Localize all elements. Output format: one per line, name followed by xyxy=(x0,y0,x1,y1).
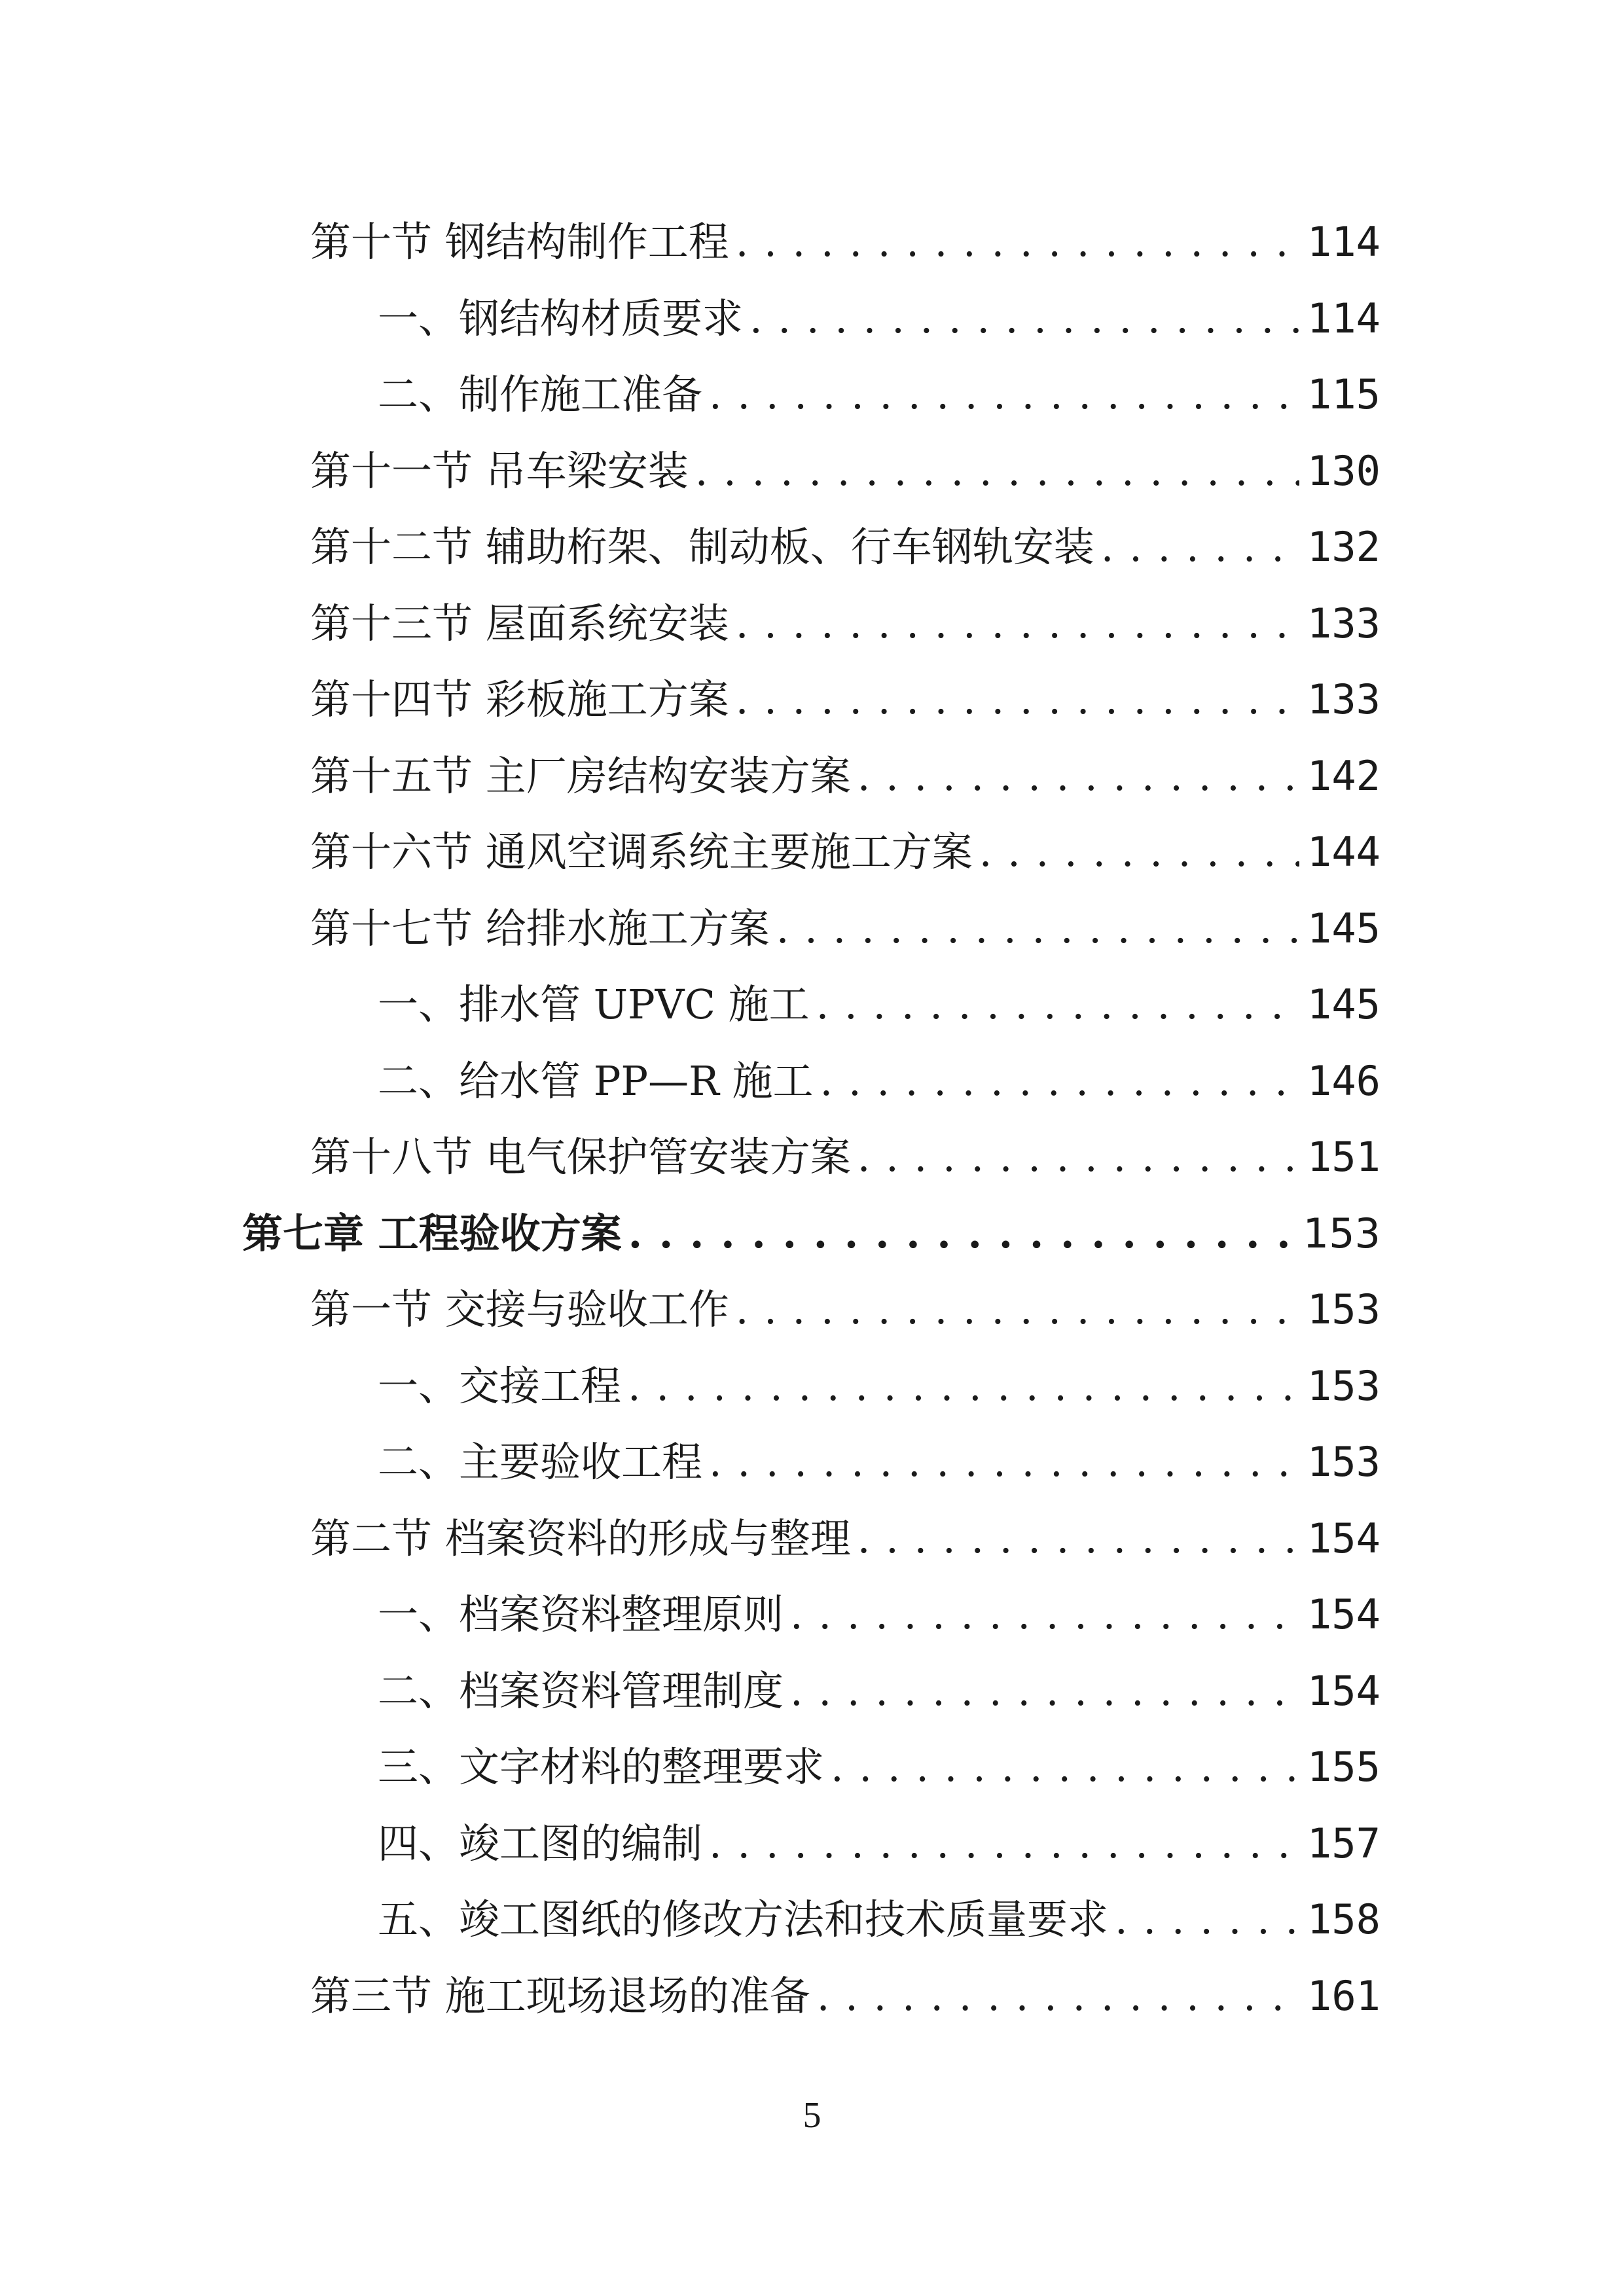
toc-entry-page: 157 xyxy=(1307,1819,1380,1867)
toc-subsection-entry xyxy=(378,1659,1380,1724)
toc-section-entry xyxy=(310,819,1380,885)
toc-entry-page: 132 xyxy=(1307,523,1380,571)
toc-entry-page: 153 xyxy=(1307,1438,1380,1486)
toc-entry-title: 第七章 工程验收方案 xyxy=(242,1209,622,1257)
toc-entry-title: 二、档案资料管理制度 xyxy=(378,1666,784,1715)
toc-dot-leader xyxy=(790,1659,1299,1724)
toc-entry-title: 第十四节 彩板施工方案 xyxy=(310,675,729,723)
toc-entry-title: 第十六节 通风空调系统主要施工方案 xyxy=(310,828,973,876)
toc-subsection-entry xyxy=(378,362,1380,427)
toc-subsection-entry xyxy=(378,1811,1380,1876)
toc-dot-leader xyxy=(736,591,1299,656)
toc-subsection-entry xyxy=(378,972,1380,1037)
toc-entry-page: 114 xyxy=(1307,294,1380,342)
toc-entry-title: 五、竣工图纸的修改方法和技术质量要求 xyxy=(378,1895,1109,1943)
toc-entry-page: 153 xyxy=(1303,1209,1380,1257)
toc-dot-leader xyxy=(1115,1887,1299,1952)
toc-section-entry xyxy=(310,439,1380,504)
toc-entry-page: 114 xyxy=(1307,218,1380,266)
toc-dot-leader xyxy=(628,1201,1295,1266)
toc-entry-page: 155 xyxy=(1307,1743,1380,1791)
toc-entry-title: 三、文字材料的整理要求 xyxy=(378,1743,825,1791)
toc-entry-page: 161 xyxy=(1307,1971,1380,2020)
toc-subsection-entry xyxy=(378,1887,1380,1952)
toc-entry-title: 一、档案资料整理原则 xyxy=(378,1590,784,1638)
toc-dot-leader xyxy=(736,667,1299,732)
toc-entry-page: 154 xyxy=(1307,1514,1380,1562)
toc-entry-title: 一、交接工程 xyxy=(378,1361,622,1410)
toc-entry-page: 145 xyxy=(1307,980,1380,1028)
toc-entry-title: 第十二节 辅助桁架、制动板、行车钢轨安装 xyxy=(310,523,1094,571)
toc-section-entry xyxy=(310,1277,1380,1342)
toc-entry-page: 145 xyxy=(1307,904,1380,952)
toc-entry-page: 115 xyxy=(1307,370,1380,418)
toc-subsection-entry xyxy=(378,1734,1380,1800)
toc-subsection-entry xyxy=(378,1049,1380,1114)
toc-entry-title: 第十节 钢结构制作工程 xyxy=(310,218,729,266)
toc-entry-title: 第十五节 主厂房结构安装方案 xyxy=(310,751,851,800)
toc-dot-leader xyxy=(816,972,1299,1037)
toc-dot-leader xyxy=(709,1429,1299,1495)
toc-entry-page: 130 xyxy=(1307,446,1380,495)
toc-entry-page: 158 xyxy=(1307,1895,1380,1943)
toc-entry-title: 二、给水管 PP—R 施工 xyxy=(378,1056,814,1105)
toc-dot-leader xyxy=(820,1049,1299,1114)
toc-dot-leader xyxy=(776,896,1299,961)
toc-dot-leader xyxy=(736,1277,1299,1342)
toc-dot-leader xyxy=(709,362,1299,427)
toc-subsection-entry xyxy=(378,1429,1380,1495)
toc-entry-title: 第十一节 吊车梁安装 xyxy=(310,446,689,495)
toc-section-entry xyxy=(310,667,1380,732)
toc-subsection-entry xyxy=(378,1354,1380,1419)
toc-section-entry xyxy=(310,744,1380,809)
toc-entry-page: 133 xyxy=(1307,675,1380,723)
toc-dot-leader xyxy=(628,1354,1299,1419)
toc-section-entry xyxy=(310,1506,1380,1571)
toc-dot-leader xyxy=(695,439,1299,504)
toc-dot-leader xyxy=(857,1506,1299,1571)
toc-entry-page: 154 xyxy=(1307,1590,1380,1638)
toc-entry-page: 146 xyxy=(1307,1056,1380,1105)
toc-section-entry xyxy=(310,514,1380,580)
toc-dot-leader xyxy=(817,1964,1299,2029)
toc-section-entry xyxy=(310,591,1380,656)
toc-chapter-entry xyxy=(242,1201,1380,1266)
toc-dot-leader xyxy=(831,1734,1299,1800)
toc-entry-page: 142 xyxy=(1307,751,1380,800)
toc-entry-title: 四、竣工图的编制 xyxy=(378,1819,703,1867)
toc-entry-title: 第二节 档案资料的形成与整理 xyxy=(310,1514,851,1562)
toc-section-entry xyxy=(310,896,1380,961)
toc-entry-title: 第十三节 屋面系统安装 xyxy=(310,599,729,647)
toc-entry-page: 153 xyxy=(1307,1361,1380,1410)
toc-entry-page: 151 xyxy=(1307,1133,1380,1181)
toc-section-entry xyxy=(310,209,1380,275)
toc-entry-title: 一、钢结构材质要求 xyxy=(378,294,744,342)
toc-section-entry xyxy=(310,1964,1380,2029)
toc-entry-title: 第十八节 电气保护管安装方案 xyxy=(310,1133,851,1181)
toc-dot-leader xyxy=(857,744,1299,809)
toc-entry-title: 二、制作施工准备 xyxy=(378,370,703,418)
toc-entry-page: 154 xyxy=(1307,1666,1380,1715)
toc-entry-title: 第一节 交接与验收工作 xyxy=(310,1285,729,1333)
toc-dot-leader xyxy=(749,286,1299,351)
toc-dot-leader xyxy=(790,1582,1299,1647)
toc-entry-page: 153 xyxy=(1307,1285,1380,1333)
page-number: 5 xyxy=(803,2095,821,2136)
toc-dot-leader xyxy=(1101,514,1299,580)
toc-entry-title: 二、主要验收工程 xyxy=(378,1438,703,1486)
toc-entry-page: 133 xyxy=(1307,599,1380,647)
toc-dot-leader xyxy=(709,1811,1299,1876)
toc-entry-title: 一、排水管 UPVC 施工 xyxy=(378,980,810,1028)
toc-subsection-entry xyxy=(378,1582,1380,1647)
toc-entry-page: 144 xyxy=(1307,828,1380,876)
toc-section-entry xyxy=(310,1124,1380,1190)
toc-dot-leader xyxy=(736,209,1299,275)
toc-entry-title: 第三节 施工现场退场的准备 xyxy=(310,1971,810,2020)
toc-dot-leader xyxy=(857,1124,1299,1190)
toc-dot-leader xyxy=(979,819,1299,885)
toc-entry-title: 第十七节 给排水施工方案 xyxy=(310,904,770,952)
toc-subsection-entry xyxy=(378,286,1380,351)
